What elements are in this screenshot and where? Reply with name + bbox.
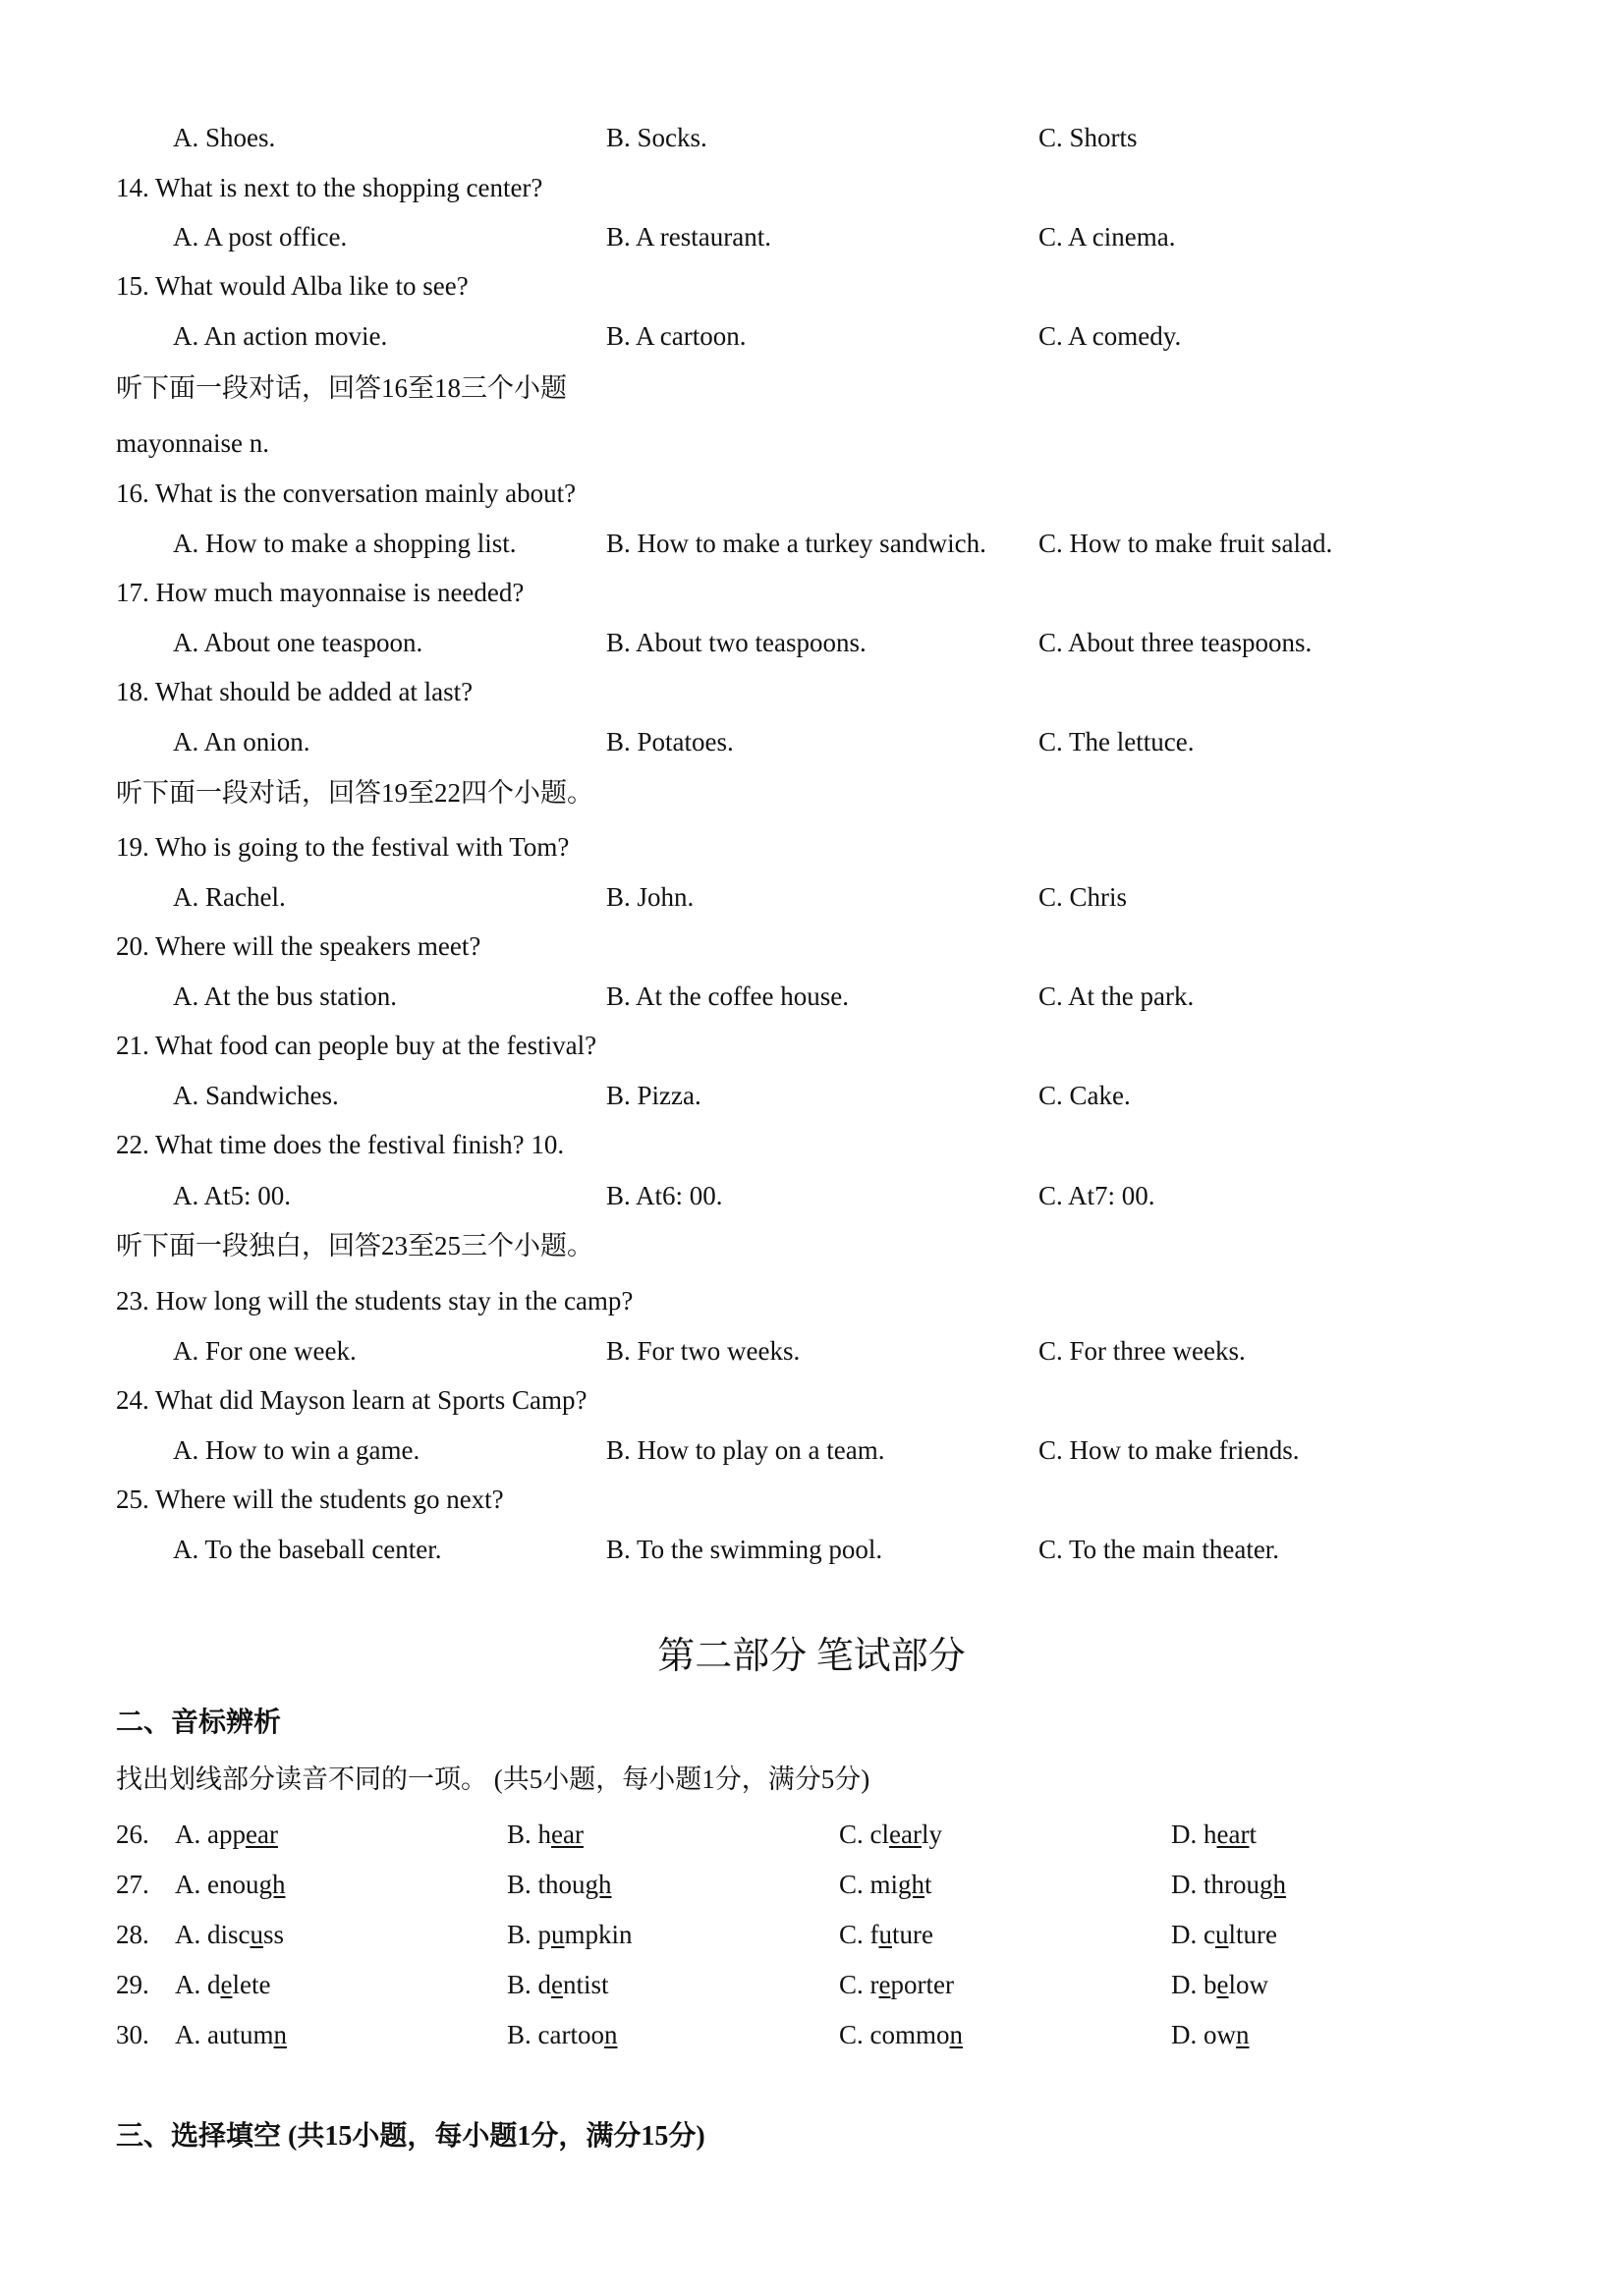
phonetics-num-28: 28. [116, 1920, 149, 1949]
question-15: 15. What would Alba like to see? [116, 271, 469, 301]
q17-option-c: C. About three teaspoons. [1038, 628, 1313, 657]
phonetics-num-27: 27. [116, 1870, 149, 1899]
question-25: 25. Where will the students go next? [116, 1484, 504, 1514]
q19-option-c: C. Chris [1038, 882, 1128, 912]
q25-option-c: C. To the main theater. [1038, 1535, 1280, 1564]
q21-option-c: C. Cake. [1038, 1081, 1131, 1110]
phonetics-28-option-b: B. pumpkin [507, 1920, 633, 1949]
listening-note-19-22: 听下面一段对话，回答19至22四个小题。 [116, 778, 593, 808]
q21-option-b: B. Pizza. [606, 1081, 701, 1110]
phonetics-26-option-a: A. appear [175, 1820, 278, 1849]
q15-option-a: A. An action movie. [173, 321, 388, 351]
phonetics-28-option-a: A. discuss [175, 1920, 285, 1949]
q24-option-a: A. How to win a game. [173, 1435, 420, 1465]
q23-option-c: C. For three weeks. [1038, 1336, 1246, 1366]
q15-option-b: B. A cartoon. [606, 321, 747, 351]
q16-option-a: A. How to make a shopping list. [173, 529, 517, 558]
q24-option-c: C. How to make friends. [1038, 1435, 1300, 1465]
phonetics-30-option-d: D. own [1171, 2020, 1250, 2049]
q16-option-b: B. How to make a turkey sandwich. [606, 529, 986, 558]
phonetics-27-option-d: D. through [1171, 1870, 1286, 1899]
phonetics-27-option-b: B. though [507, 1870, 612, 1899]
question-21: 21. What food can people buy at the festival? [116, 1031, 597, 1060]
listening-note-23-25: 听下面一段独白，回答23至25三个小题。 [116, 1231, 593, 1260]
q19-option-b: B. John. [606, 882, 695, 912]
question-17: 17. How much mayonnaise is needed? [116, 578, 525, 607]
phonetics-29-option-a: A. delete [175, 1970, 271, 1999]
question-14: 14. What is next to the shopping center? [116, 173, 543, 202]
phonetics-30-option-a: A. autumn [175, 2020, 287, 2049]
phonetics-28-option-d: D. culture [1171, 1920, 1277, 1949]
q18-option-b: B. Potatoes. [606, 727, 734, 756]
phonetics-29-option-d: D. below [1171, 1970, 1268, 1999]
phonetics-29-option-b: B. dentist [507, 1970, 609, 1999]
q22-option-a: A. At5: 00. [173, 1181, 292, 1210]
q19-option-a: A. Rachel. [173, 882, 286, 912]
q20-option-b: B. At the coffee house. [606, 981, 849, 1011]
question-19: 19. Who is going to the festival with Tom? [116, 832, 570, 862]
q24-option-b: B. How to play on a team. [606, 1435, 885, 1465]
q15-option-c: C. A comedy. [1038, 321, 1182, 351]
phonetics-num-26: 26. [116, 1820, 149, 1849]
q16-option-c: C. How to make fruit salad. [1038, 529, 1333, 558]
question-18: 18. What should be added at last? [116, 677, 474, 706]
q22-option-c: C. At7: 00. [1038, 1181, 1155, 1210]
phonetics-26-option-c: C. clearly [839, 1820, 942, 1849]
phonetics-num-29: 29. [116, 1970, 149, 1999]
q25-option-b: B. To the swimming pool. [606, 1535, 883, 1564]
part-two-title: 第二部分 笔试部分 [657, 1636, 966, 1677]
phonetics-28-option-c: C. future [839, 1920, 933, 1949]
q13-option-c: C. Shorts [1038, 123, 1138, 152]
q13-option-b: B. Socks. [606, 123, 707, 152]
q25-option-a: A. To the baseball center. [173, 1535, 442, 1564]
q23-option-a: A. For one week. [173, 1336, 357, 1366]
phonetics-26-option-d: D. heart [1171, 1820, 1257, 1849]
q20-option-a: A. At the bus station. [173, 981, 397, 1011]
q21-option-a: A. Sandwiches. [173, 1081, 339, 1110]
q18-option-a: A. An onion. [173, 727, 310, 756]
q23-option-b: B. For two weeks. [606, 1336, 801, 1366]
question-24: 24. What did Mayson learn at Sports Camp? [116, 1385, 588, 1415]
phonetics-29-option-c: C. reporter [839, 1970, 954, 1999]
phonetics-30-option-c: C. common [839, 2020, 963, 2049]
q17-option-b: B. About two teaspoons. [606, 628, 867, 657]
vocab-note: mayonnaise n. [116, 428, 269, 458]
phonetics-27-option-c: C. might [839, 1870, 932, 1899]
q14-option-c: C. A cinema. [1038, 222, 1176, 252]
listening-note-16-18: 听下面一段对话，回答16至18三个小题 [116, 373, 567, 403]
q18-option-c: C. The lettuce. [1038, 727, 1195, 756]
phonetics-heading: 二、音标辨析 [116, 1708, 282, 1738]
question-22: 22. What time does the festival finish? 10. [116, 1130, 565, 1159]
fill-in-heading: 三、选择填空 (共15小题，每小题1分，满分15分) [116, 2121, 705, 2152]
q14-option-b: B. A restaurant. [606, 222, 771, 252]
phonetics-instruction: 找出划线部分读音不同的一项。 (共5小题，每小题1分，满分5分) [116, 1764, 870, 1794]
question-16: 16. What is the conversation mainly about? [116, 478, 577, 508]
question-23: 23. How long will the students stay in the camp? [116, 1286, 634, 1316]
q13-option-a: A. Shoes. [173, 123, 276, 152]
question-20: 20. Where will the speakers meet? [116, 931, 481, 961]
phonetics-26-option-b: B. hear [507, 1820, 584, 1849]
q17-option-a: A. About one teaspoon. [173, 628, 423, 657]
q22-option-b: B. At6: 00. [606, 1181, 723, 1210]
q20-option-c: C. At the park. [1038, 981, 1195, 1011]
phonetics-27-option-a: A. enough [175, 1870, 286, 1899]
q14-option-a: A. A post office. [173, 222, 348, 252]
phonetics-num-30: 30. [116, 2020, 149, 2049]
phonetics-30-option-b: B. cartoon [507, 2020, 618, 2049]
